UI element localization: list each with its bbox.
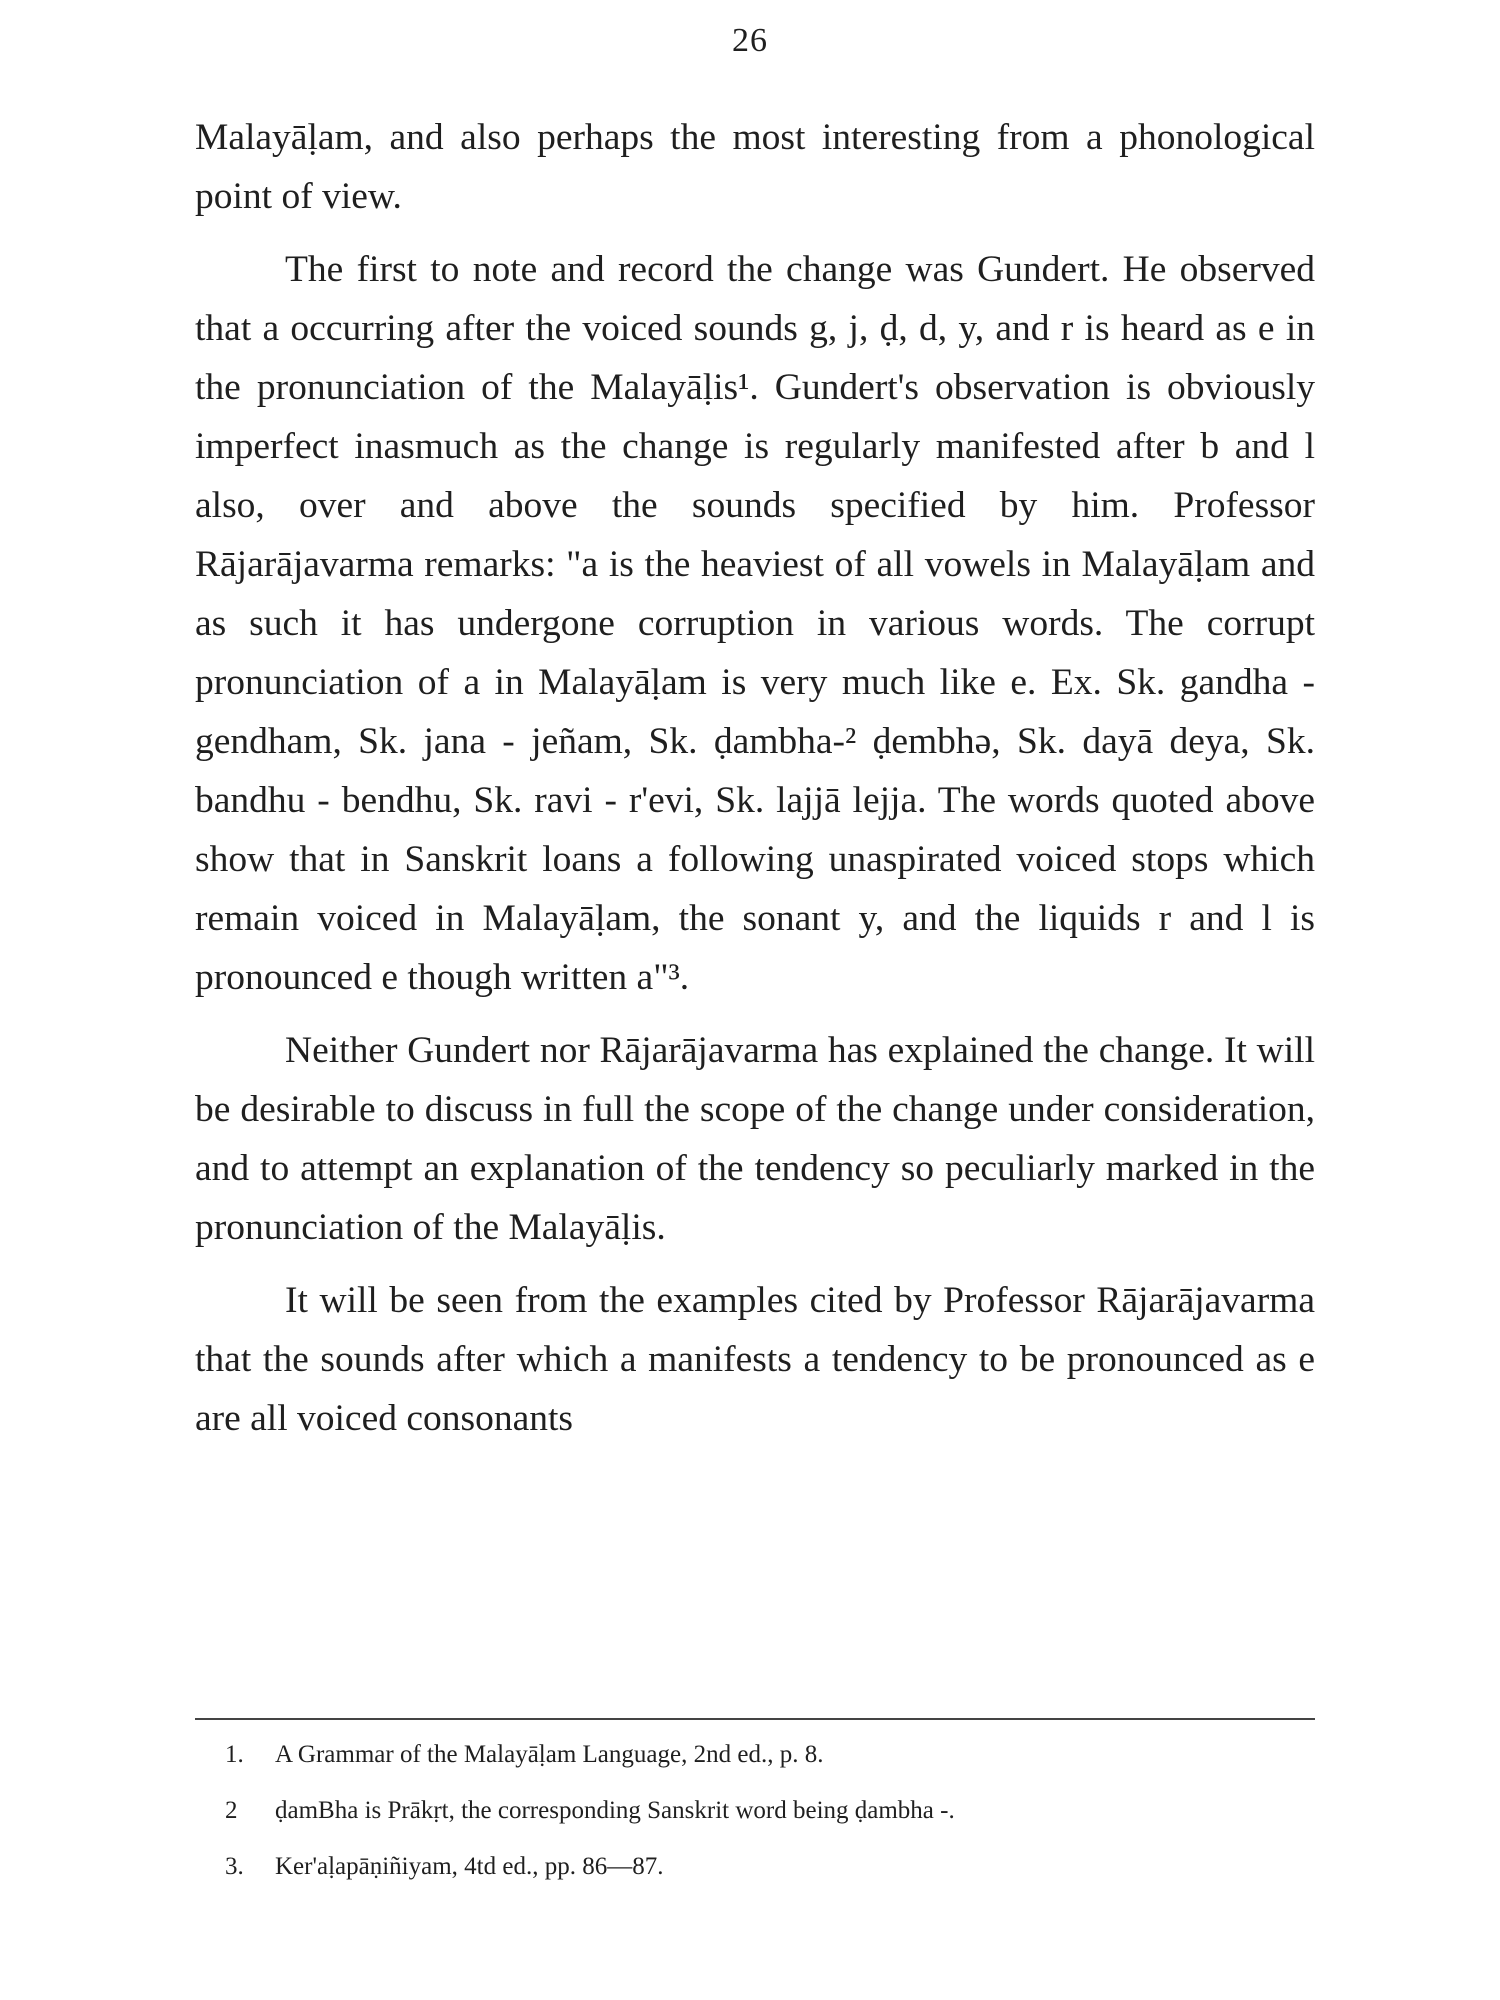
footnote-number: 3.: [225, 1853, 244, 1880]
page-number: 26: [732, 22, 768, 59]
footnote-text: Ker'aḷapāṇiñiyam, 4td ed., pp. 86—87.: [275, 1853, 664, 1880]
paragraph-2: The first to note and record the change was Gundert. He observed that a occurring after the voiced sounds g, j, ḍ, d, y, and r is heard as e in the pronunciation of the Malayāḷis¹. Gundert's observation is obviously imperfect inasmuch as the change is regularly manifested after b and l also, over and above the sounds specified by him. Professor Rājarājavarma remarks: "a is the heaviest of all vowels in Malayāḷam and as such it has undergone corruption in various words. The corrupt pronunciation of a in Malayāḷam is very much like e. Ex. Sk. gandha - gendham, Sk. jana - jeñam, Sk. ḍambha-² ḍembhə, Sk. dayā deya, Sk. bandhu - bendhu, Sk. ravi - r'evi, Sk. lajjā lejja. The words quoted above show that in Sanskrit loans a following unaspirated voiced stops which remain voiced in Malayāḷam, the sonant y, and the liquids r and l is pronounced e though written a"³.: [195, 249, 1315, 998]
paragraph-3: Neither Gundert nor Rājarājavarma has explained the change. It will be desirable to discuss in full the scope of the change under consideration, and to attempt an explanation of the tendency so peculiarly marked in the pronunciation of the Malayāḷis.: [195, 1030, 1315, 1248]
footnote-divider: [195, 1718, 1315, 1720]
paragraph-4: It will be seen from the examples cited by Professor Rājarājavarma that the sounds after which a manifests a tendency to be pronounced as e are all voiced consonants: [195, 1280, 1315, 1439]
footnotes: [195, 1735, 1315, 1903]
footnote-3: [195, 1847, 1315, 1887]
body-text: [195, 108, 1315, 1462]
footnote-1: [195, 1735, 1315, 1775]
paragraph-1: Malayāḷam, and also perhaps the most interesting from a phonological point of view.: [195, 117, 1315, 217]
footnote-number: 2: [225, 1797, 238, 1824]
footnote-number: 1.: [225, 1741, 244, 1768]
footnote-text: A Grammar of the Malayāḷam Language, 2nd ed., p. 8.: [275, 1741, 824, 1768]
footnote-text: ḍamBha is Prākṛt, the corresponding Sanskrit word being ḍambha -.: [275, 1797, 955, 1824]
footnote-2: [195, 1791, 1315, 1831]
